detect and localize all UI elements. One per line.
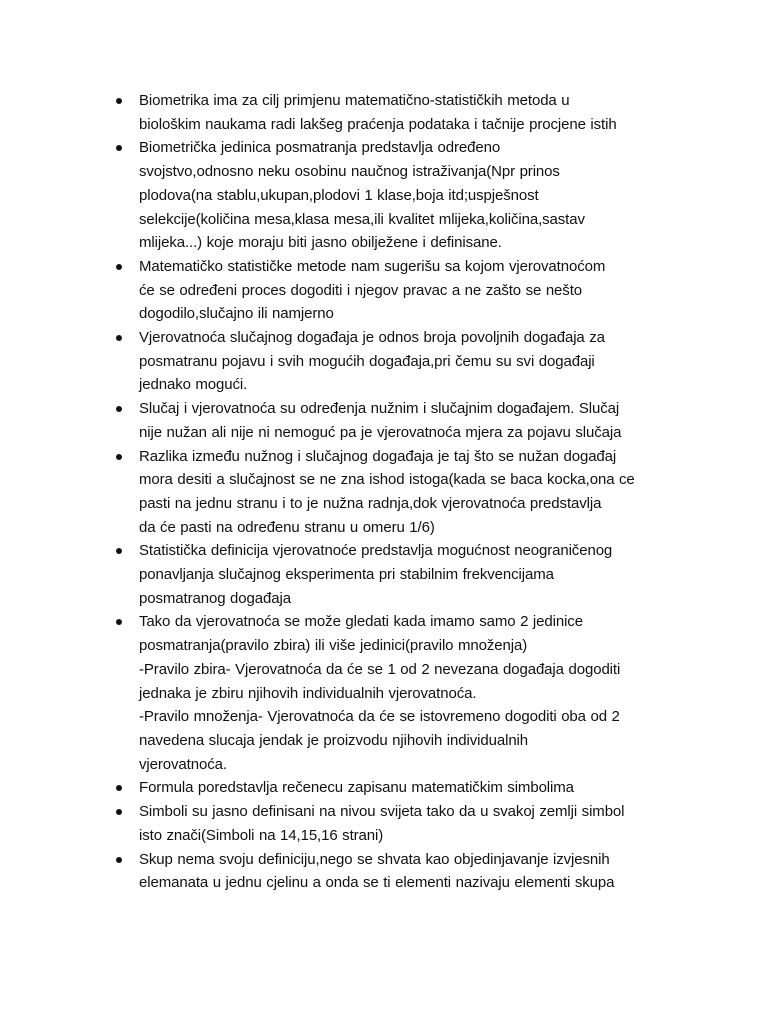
list-item-text-line: vjerovatnoća. [139, 755, 227, 773]
list-item-text-line: jednako mogući. [139, 376, 248, 394]
bullet-icon [116, 548, 122, 554]
list-item [113, 539, 693, 610]
list-item-text-line: plodova(na stablu,ukupan,plodovi 1 klase,boja itd;uspješnost [139, 186, 539, 204]
list-item-text-line: će se određeni proces dogoditi i njegov pravac a ne zašto se nešto [139, 281, 583, 299]
bullet-icon [116, 809, 122, 815]
list-item [113, 136, 693, 255]
list-item-text-line: Biometrička jedinica posmatranja predstavlja određeno [139, 139, 501, 157]
list-item [113, 326, 693, 397]
list-item-text-line: Formula poredstavlja rečenecu zapisanu matematičkim simbolima [139, 779, 574, 797]
list-item-text-line: Statistička definicija vjerovatnoće predstavlja mogućnost neograničenog [139, 542, 613, 560]
list-item-text-line: Tako da vjerovatnoća se može gledati kada imamo samo 2 jedinice [139, 613, 583, 631]
bullet-icon [116, 98, 122, 104]
list-item-text-line: posmatranja(pravilo zbira) ili više jedinici(pravilo množenja) [139, 637, 528, 655]
list-item-text-line: elemanata u jednu cjelinu a onda se ti elementi nazivaju elementi skupa [139, 874, 615, 892]
bullet-list [113, 89, 693, 895]
bullet-icon [116, 619, 122, 625]
list-item-text-line: Matematičko statističke metode nam sugerišu sa kojom vjerovatnoćom [139, 257, 606, 275]
list-item [113, 800, 693, 847]
list-item-text-line: biološkim naukama radi lakšeg praćenja podataka i tačnije procjene istih [139, 115, 617, 133]
list-item-text-line: isto znači(Simboli na 14,15,16 strani) [139, 826, 384, 844]
list-item-text-line: mora desiti a slučajnost se ne zna ishod istoga(kada se baca kocka,ona ce [139, 471, 635, 489]
list-item-text-line: da će pasti na određenu stranu u omeru 1/6) [139, 518, 435, 536]
list-item-text-line: svojstvo,odnosno neku osobinu naučnog istraživanja(Npr prinos [139, 163, 560, 181]
list-item-text-line: -Pravilo zbira- Vjerovatnoća da će se 1 od 2 nevezana događaja dogoditi [139, 660, 621, 678]
list-item-text-line: ponavljanja slučajnog eksperimenta pri stabilnim frekvencijama [139, 566, 554, 584]
list-item-text-line: selekcije(količina mesa,klasa mesa,ili kvalitet mlijeka,količina,sastav [139, 210, 585, 228]
list-item [113, 848, 693, 895]
list-item-text-line: -Pravilo množenja- Vjerovatnoća da će se istovremeno dogoditi oba od 2 [139, 708, 620, 726]
list-item [113, 89, 693, 136]
list-item-text-line: dogodilo,slučajno ili namjerno [139, 305, 334, 323]
list-item [113, 610, 693, 776]
list-item-text-line: Vjerovatnoća slučajnog događaja je odnos broja povoljnih događaja za [139, 329, 605, 347]
list-item-text-line: mlijeka...) koje moraju biti jasno obilježene i definisane. [139, 234, 502, 252]
bullet-icon [116, 857, 122, 863]
bullet-icon [116, 406, 122, 412]
bullet-icon [116, 335, 122, 341]
list-item-text-line: nije nužan ali nije ni nemoguć pa je vjerovatnoća mjera za pojavu slučaja [139, 423, 622, 441]
list-item [113, 255, 693, 326]
bullet-icon [116, 785, 122, 791]
list-item [113, 397, 693, 444]
bullet-icon [116, 454, 122, 460]
list-item [113, 776, 693, 800]
list-item-text-line: Slučaj i vjerovatnoća su određenja nužnim i slučajnim događajem. Slučaj [139, 400, 620, 418]
bullet-icon [116, 145, 122, 151]
list-item-text-line: jednaka je zbiru njihovih individualnih vjerovatnoća. [139, 684, 477, 702]
list-item-text-line: posmatranu pojavu i svih mogućih događaja,pri čemu su svi događaji [139, 352, 595, 370]
list-item-text-line: Skup nema svoju definiciju,nego se shvata kao objedinjavanje izvjesnih [139, 850, 610, 868]
list-item-text-line: Simboli su jasno definisani na nivou svijeta tako da u svakoj zemlji simbol [139, 803, 625, 821]
list-item-text-line: Biometrika ima za cilj primjenu matematično-statističkih metoda u [139, 92, 570, 109]
list-item-text-line: navedena slucaja jendak je proizvodu njihovih individualnih [139, 731, 529, 749]
list-item-text-line: pasti na jednu stranu i to je nužna radnja,dok vjerovatnoća predstavlja [139, 494, 602, 512]
list-item [113, 445, 693, 540]
list-item-text-line: Razlika između nužnog i slučajnog događaja je taj što se nužan događaj [139, 447, 617, 465]
list-item-text-line: posmatranog događaja [139, 589, 291, 607]
bullet-icon [116, 264, 122, 270]
